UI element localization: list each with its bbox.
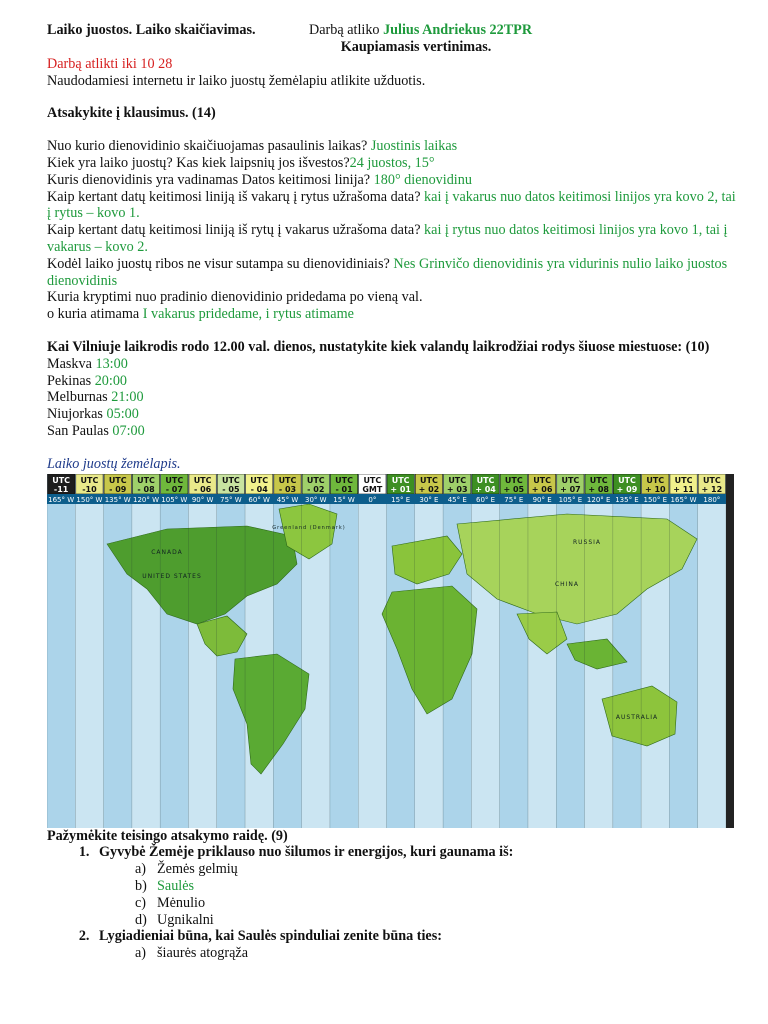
qa-item [47, 306, 737, 323]
mc-options [99, 861, 737, 928]
longitude-label: 135° E [615, 495, 639, 504]
qa-item [47, 256, 737, 290]
zone-offset: -10 [82, 484, 97, 494]
longitude-label: 150° E [643, 495, 668, 504]
section1-heading: Atsakykite į klausimus. (14) [47, 105, 216, 122]
qa-item [47, 172, 737, 189]
longitude-label: 90° W [191, 495, 214, 504]
document-page [47, 22, 737, 962]
zone-offset: - 04 [250, 484, 268, 494]
city-row [47, 406, 737, 423]
canada-label: CANADA [151, 548, 183, 556]
zone-offset: - 08 [137, 484, 155, 494]
longitude-label: 90° E [532, 495, 552, 504]
mc-options [99, 945, 737, 962]
longitude-label: 180° [703, 495, 721, 504]
zone-label: UTC [589, 475, 608, 485]
longitude-label: 165° W [670, 495, 697, 504]
mc-question [93, 844, 737, 928]
qa-item [47, 289, 737, 306]
city-name: Maskva [47, 355, 92, 372]
zone-label: UTC [250, 475, 269, 485]
instruction-text: Naudodamiesi internetu ir laiko juostų žemėlapiu atlikite užduotis. [47, 72, 426, 89]
zone-offset: + 01 [390, 484, 411, 494]
mc-option[interactable] [135, 861, 737, 878]
china-label: CHINA [554, 580, 580, 588]
qa-item [47, 189, 737, 223]
city-row [47, 356, 737, 373]
author-line [309, 22, 532, 39]
zone-label: UTC [533, 475, 552, 485]
city-time: 20:00 [94, 372, 128, 389]
question-text: Kodėl laiko juostų ribos ne visur sutampa su dienovidiniais? [47, 255, 390, 272]
header-row [47, 22, 737, 39]
zone-offset: - 06 [193, 484, 212, 494]
mc-option[interactable] [135, 878, 737, 895]
longitude-label: 30° E [419, 495, 439, 504]
question-text: Kaip kertant datų keitimosi liniją iš vakarų į rytus užrašoma data? [47, 188, 421, 205]
zone-offset: + 09 [616, 484, 638, 494]
zone-label: UTC [278, 475, 297, 485]
multiple-choice-list [47, 844, 737, 962]
mc-option[interactable] [135, 912, 737, 929]
answer-text: 180° dienovidinu [370, 171, 472, 188]
zone-label: UTC [646, 475, 665, 485]
question-text: o kuria atimama [47, 306, 140, 323]
section2-heading: Kai Vilniuje laikrodis rodo 12.00 val. dienos, nustatykite kiek valandų laikrodžiai rodys šiuose miestuose: (10) [47, 338, 710, 355]
longitude-label: 120° W [133, 495, 160, 504]
city-time: 05:00 [106, 406, 139, 423]
longitude-label: 165° W [48, 495, 75, 504]
option-letter: a) [135, 861, 147, 878]
zone-label: UTC [561, 475, 580, 485]
deadline-text: Darbą atlikti iki 10 28 [47, 55, 173, 72]
option-letter: a) [135, 945, 147, 962]
option-text: Mėnulio [157, 894, 206, 911]
city-row [47, 373, 737, 390]
map-caption: Laiko juostų žemėlapis. [47, 455, 181, 472]
zone-label: UTC [420, 475, 438, 485]
longitude-label: 15° W [333, 495, 355, 504]
longitude-label: 105° W [161, 495, 188, 504]
longitude-label: 75° W [220, 495, 242, 504]
zone-label: UTC [363, 475, 382, 485]
answer-text: kai į rytus nuo datos keitimosi linijos yra kovo 1, tai į vakarus – kovo 2. [47, 222, 728, 255]
longitude-label: 60° E [475, 495, 496, 504]
zone-offset: + 11 [673, 484, 694, 494]
longitude-label: 60° W [248, 495, 270, 504]
longitude-label: 105° E [558, 495, 583, 504]
zone-label: UTC [618, 475, 636, 485]
city-time: 13:00 [95, 355, 128, 372]
city-name: Pekinas [47, 372, 92, 389]
zone-offset: GMT [362, 484, 383, 494]
answer-text: 24 juostos, 15° [349, 154, 435, 171]
zone-label: UTC [335, 475, 353, 485]
city-name: San Paulas [47, 422, 109, 439]
zone-label: UTC [193, 475, 212, 485]
question-text: Kuria kryptimi nuo pradinio dienovidinio pridedama po vieną val. [47, 289, 423, 306]
zone-offset: + 03 [446, 484, 468, 494]
mc-option[interactable] [135, 895, 737, 912]
author-name: Julius Andriekus 22TPR [383, 22, 533, 38]
zone-offset: + 04 [475, 484, 496, 494]
zone-offset: - 03 [278, 484, 297, 494]
question-text: Kiek yra laiko juostų? Kas kiek laipsnių jos išvestos? [47, 154, 350, 171]
qa-item [47, 222, 737, 256]
option-letter: b) [135, 877, 147, 894]
option-letter: c) [135, 894, 147, 911]
zone-offset: + 10 [644, 484, 666, 494]
qa-item [47, 138, 737, 155]
zone-offset: + 12 [701, 484, 723, 494]
longitude-label: 75° E [504, 495, 524, 504]
us-label: UNITED STATES [142, 572, 202, 580]
city-time-list [47, 356, 737, 440]
zone-offset: + 07 [560, 484, 581, 494]
zone-offset: + 08 [588, 484, 609, 494]
longitude-label: 135° W [104, 495, 131, 504]
mc-question-text: Lygiadieniai būna, kai Saulės spinduliai zenite būna ties: [99, 928, 442, 945]
answer-text: Nes Grinvičo dienovidinis yra vidurinis nulio laiko juostos dienovidinis [47, 255, 728, 289]
zone-label: UTC [476, 475, 495, 485]
longitude-label: 0° [368, 495, 377, 504]
city-name: Melburnas [47, 389, 108, 406]
zone-offset: - 05 [222, 484, 240, 494]
zone-label: UTC [702, 475, 721, 485]
option-text: Saulės [157, 877, 195, 894]
zone-label: UTC [137, 475, 155, 485]
mc-question [93, 928, 737, 962]
longitude-label: 45° E [447, 495, 467, 504]
assessment-type: Kaupiamasis vertinimas. [340, 39, 492, 55]
question-text: Kaip kertant datų keitimosi liniją iš rytų į vakarus užrašoma data? [47, 222, 421, 239]
zone-offset: -11 [53, 484, 69, 494]
option-text: Ugnikalni [157, 911, 214, 928]
city-time: 21:00 [111, 389, 144, 406]
author-prefix: Darbą atliko [309, 22, 380, 38]
answer-text: kai į vakarus nuo datos keitimosi linijos yra kovo 2, tai į rytus – kovo 1. [47, 188, 736, 222]
longitude-label: 30° W [304, 495, 327, 504]
option-text: Žemės gelmių [157, 861, 238, 878]
zone-offset: + 05 [503, 484, 525, 494]
question-text: Nuo kurio dienovidinio skaičiuojamas pasaulinis laikas? [47, 138, 368, 155]
mc-question-text: Gyvybė Žemėje priklauso nuo šilumos ir energijos, kuri gaunama iš: [99, 844, 514, 861]
zone-label: UTC [504, 475, 523, 485]
mc-option[interactable] [135, 945, 737, 962]
longitude-label: 45° W [276, 495, 299, 504]
doc-title: Laiko juostos. Laiko skaičiavimas. [47, 22, 256, 38]
longitude-label: 15° E [391, 495, 411, 504]
question-text: Kuris dienovidinis yra vadinamas Datos keitimosi linija? [47, 171, 371, 188]
answer-text: I vakarus pridedame, i rytus atimame [139, 306, 354, 323]
zone-label: UTC [306, 475, 325, 485]
option-letter: d) [135, 911, 147, 928]
zone-label: UTC [221, 475, 240, 485]
time-zone-map-graphic [47, 474, 734, 828]
time-zone-map [47, 474, 734, 828]
zone-offset: + 02 [418, 484, 440, 494]
zone-label: UTC [674, 475, 693, 485]
greenland-label: Greenland (Denmark) [272, 524, 346, 531]
city-time: 07:00 [112, 422, 145, 439]
city-name: Niujorkas [47, 406, 103, 423]
zone-label: UTC [165, 475, 184, 485]
zone-label: UTC [80, 475, 99, 485]
city-row [47, 389, 737, 406]
zone-offset: - 09 [109, 484, 127, 494]
question-list [47, 138, 737, 323]
zone-label: UTC [108, 475, 127, 485]
answer-text: Juostinis laikas [367, 138, 458, 155]
qa-item [47, 155, 737, 172]
russia-label: RUSSIA [572, 538, 602, 546]
longitude-label: 150° W [76, 495, 103, 504]
zone-offset: + 06 [531, 484, 553, 494]
zone-offset: - 01 [335, 484, 353, 494]
zone-label: UTC [448, 475, 467, 485]
zone-label: UTC [52, 475, 71, 485]
zone-label: UTC [391, 475, 410, 485]
section3-heading: Pažymėkite teisingo atsakymo raidę. (9) [47, 827, 288, 844]
longitude-label: 120° E [586, 495, 611, 504]
zone-offset: - 02 [307, 484, 325, 494]
zone-offset: - 07 [165, 484, 183, 494]
city-row [47, 423, 737, 440]
option-text: šiaurės atogrąža [157, 945, 248, 962]
australia-label: AUSTRALIA [615, 713, 659, 721]
